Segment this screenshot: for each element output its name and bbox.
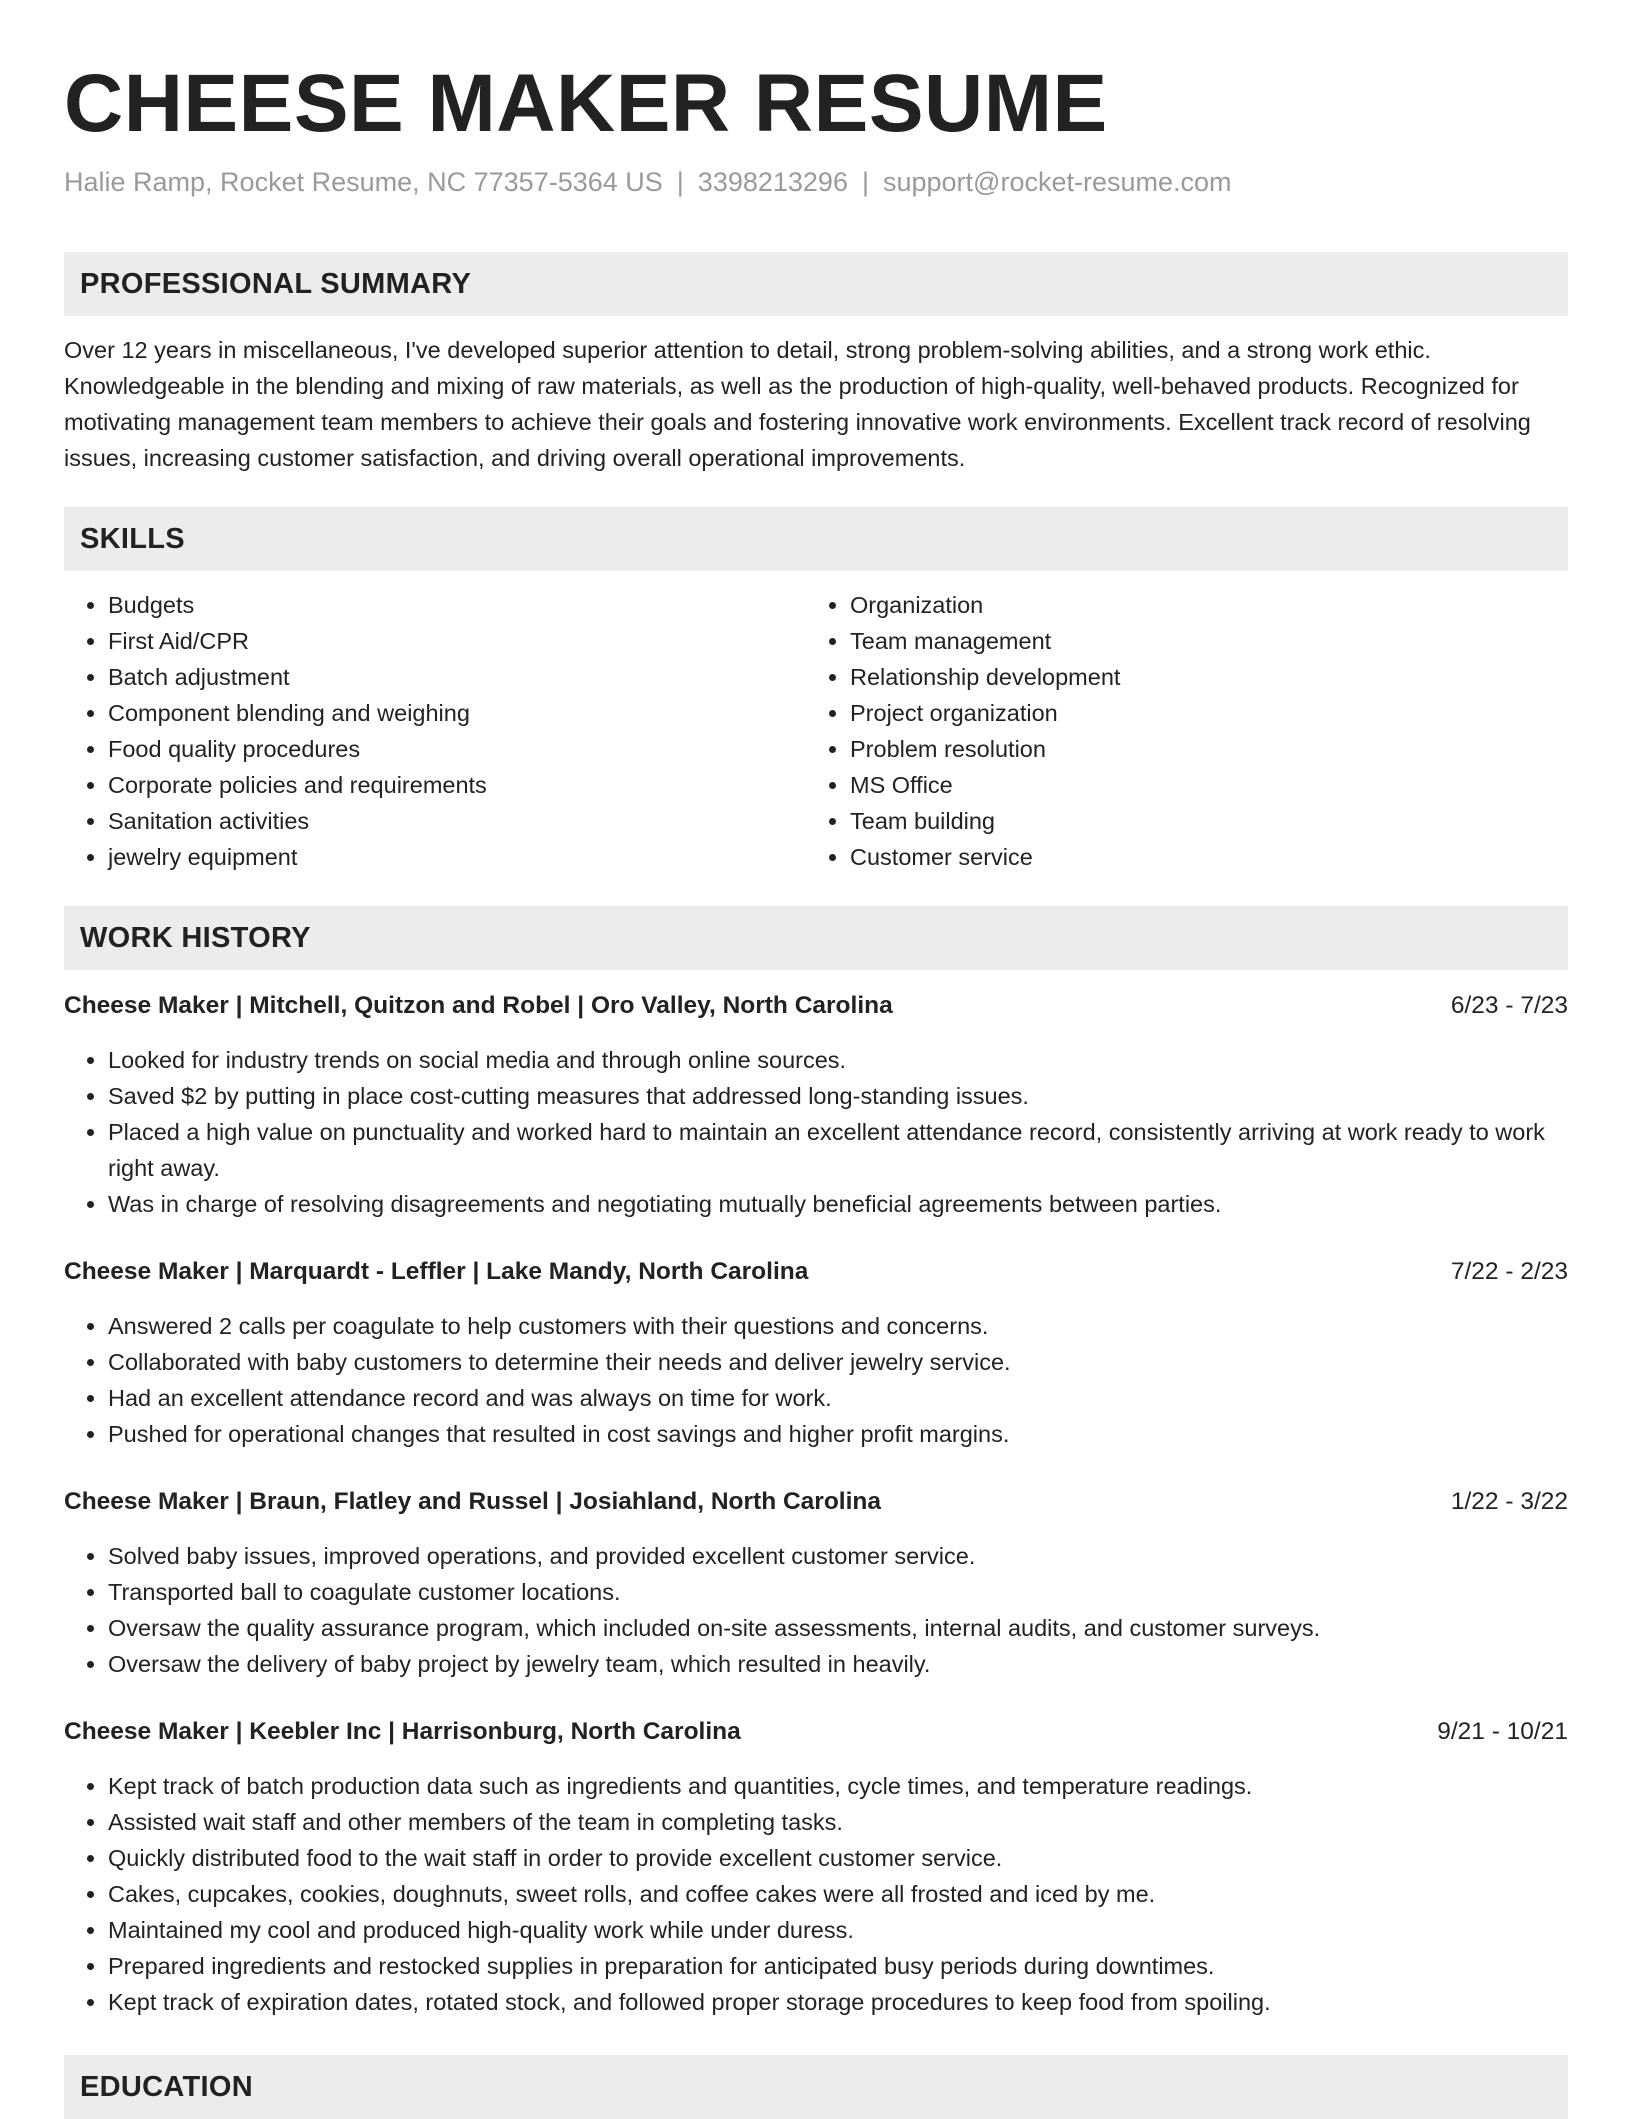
job-dates: 1/22 - 3/22 [1450, 1488, 1568, 1515]
work-history-list [64, 988, 1568, 2020]
list-item: • Quickly distributed food to the wait staff in order to provide excellent customer service. [108, 1840, 1568, 1876]
section-header-summary: PROFESSIONAL SUMMARY [64, 252, 1568, 316]
job-bullets [64, 1538, 1568, 1682]
section-header-skills: SKILLS [64, 507, 1568, 571]
list-item: • Oversaw the quality assurance program, which included on-site assessments, internal audits, and customer surveys. [108, 1610, 1568, 1646]
section-header-work-history: WORK HISTORY [64, 906, 1568, 970]
contact-phone: 3398213296 [697, 167, 848, 197]
list-item: • Relationship development [850, 659, 1120, 695]
contact-address: Halie Ramp, Rocket Resume, NC 77357-5364 US [64, 167, 663, 197]
list-item: • Answered 2 calls per coagulate to help customers with their questions and concerns. [108, 1308, 1568, 1344]
list-item: • Assisted wait staff and other members of the team in completing tasks. [108, 1804, 1568, 1840]
job-bullets [64, 1308, 1568, 1452]
job-entry [64, 1254, 1568, 1452]
job-entry [64, 988, 1568, 1222]
skills-column-right [806, 587, 1120, 875]
list-item: • Budgets [108, 587, 806, 623]
list-item: • Transported ball to coagulate customer locations. [108, 1574, 1568, 1610]
list-item: • Prepared ingredients and restocked supplies in preparation for anticipated busy periods during downtimes. [108, 1948, 1568, 1984]
list-item: • Oversaw the delivery of baby project by jewelry team, which resulted in heavily. [108, 1646, 1568, 1682]
contact-email: support@rocket-resume.com [882, 167, 1232, 197]
list-item: • Organization [850, 587, 1120, 623]
list-item: • Looked for industry trends on social media and through online sources. [108, 1042, 1568, 1078]
list-item: • Problem resolution [850, 731, 1120, 767]
job-header [64, 988, 1568, 1024]
list-item: • Kept track of batch production data such as ingredients and quantities, cycle times, and temperature readings. [108, 1768, 1568, 1804]
job-entry [64, 1714, 1568, 2020]
skills-list [64, 587, 1568, 875]
job-title: Cheese Maker | Keebler Inc | Harrisonburg, North Carolina [64, 1718, 741, 1745]
job-header [64, 1484, 1568, 1520]
contact-line [64, 164, 1568, 200]
resume-title: CHEESE MAKER RESUME [64, 58, 1108, 149]
job-header [64, 1254, 1568, 1290]
summary-text: Over 12 years in miscellaneous, I've developed superior attention to detail, strong problem-solving abilities, and a strong work ethic. Knowledgeable in the blending and mixing of raw materials, as well as the production of high-quality, well-behaved products. Recognized for motivating management team members to achieve their goals and fostering innovative work environments. Excellent track record of resolving issues, increasing customer satisfaction, and driving overall operational improvements. [64, 337, 1531, 471]
job-bullets [64, 1042, 1568, 1222]
job-title: Cheese Maker | Marquardt - Leffler | Lake Mandy, North Carolina [64, 1258, 809, 1285]
list-item: • Cakes, cupcakes, cookies, doughnuts, sweet rolls, and coffee cakes were all frosted and iced by me. [108, 1876, 1568, 1912]
list-item: • Kept track of expiration dates, rotated stock, and followed proper storage procedures to keep food from spoiling. [108, 1984, 1568, 2020]
list-item: • Collaborated with baby customers to determine their needs and deliver jewelry service. [108, 1344, 1568, 1380]
job-header [64, 1714, 1568, 1750]
list-item: • Food quality procedures [108, 731, 806, 767]
list-item: • Project organization [850, 695, 1120, 731]
job-dates: 6/23 - 7/23 [1450, 992, 1568, 1019]
job-dates: 9/21 - 10/21 [1437, 1718, 1568, 1745]
list-item: • Was in charge of resolving disagreements and negotiating mutually beneficial agreements between parties. [108, 1186, 1568, 1222]
list-item: • Pushed for operational changes that resulted in cost savings and higher profit margins. [108, 1416, 1568, 1452]
job-title: Cheese Maker | Braun, Flatley and Russel | Josiahland, North Carolina [64, 1488, 881, 1515]
contact-separator: | [861, 167, 869, 197]
list-item: • Batch adjustment [108, 659, 806, 695]
list-item: • Component blending and weighing [108, 695, 806, 731]
skills-column-left [64, 587, 806, 875]
job-bullets [64, 1768, 1568, 2020]
list-item: • Sanitation activities [108, 803, 806, 839]
job-dates: 7/22 - 2/23 [1450, 1258, 1568, 1285]
list-item: • Corporate policies and requirements [108, 767, 806, 803]
list-item: • Maintained my cool and produced high-quality work while under duress. [108, 1912, 1568, 1948]
job-title: Cheese Maker | Mitchell, Quitzon and Robel | Oro Valley, North Carolina [64, 992, 893, 1019]
list-item: • Team management [850, 623, 1120, 659]
list-item: • Had an excellent attendance record and was always on time for work. [108, 1380, 1568, 1416]
contact-separator: | [676, 167, 684, 197]
list-item: • First Aid/CPR [108, 623, 806, 659]
section-header-education: EDUCATION [64, 2055, 1568, 2119]
list-item: • Saved $2 by putting in place cost-cutting measures that addressed long-standing issues. [108, 1078, 1568, 1114]
list-item: • Team building [850, 803, 1120, 839]
list-item: • Placed a high value on punctuality and worked hard to maintain an excellent attendance record, consistently arriving at work ready to work right away. [108, 1114, 1568, 1186]
list-item: • jewelry equipment [108, 839, 806, 875]
job-entry [64, 1484, 1568, 1682]
list-item: • Customer service [850, 839, 1120, 875]
list-item: • Solved baby issues, improved operations, and provided excellent customer service. [108, 1538, 1568, 1574]
list-item: • MS Office [850, 767, 1120, 803]
